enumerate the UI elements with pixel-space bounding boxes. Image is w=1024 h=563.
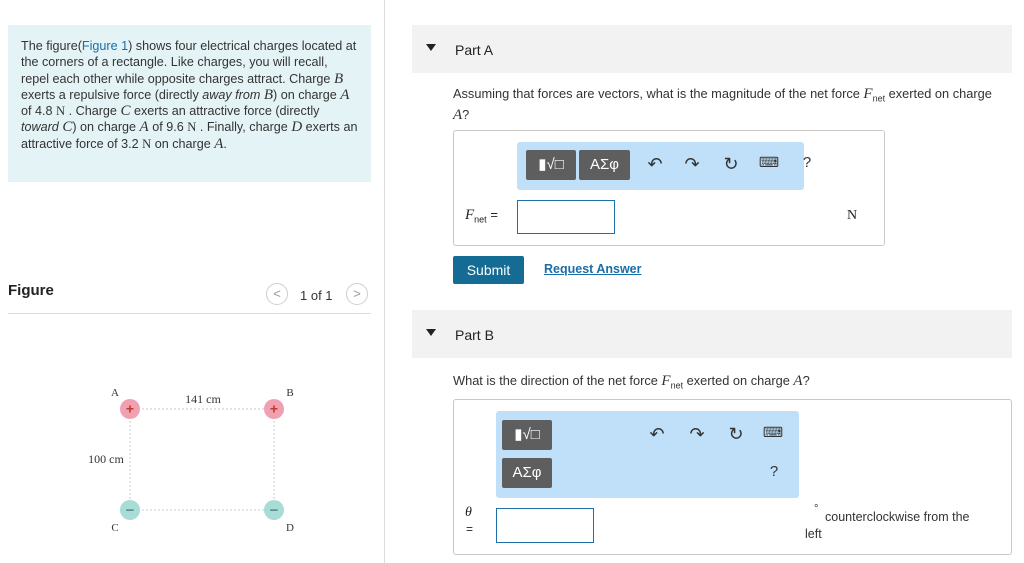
height-label: 100 cm [88,452,124,466]
charge-c-sign: − [125,502,135,519]
charge-b-sign: + [269,400,279,417]
charge-variable: C [120,103,131,120]
problem-text: The figure( [21,39,82,53]
problem-text: . Charge [65,104,121,119]
charge-a-sign: + [125,400,135,417]
question-text: exerted on charge [885,86,992,101]
question-text: Assuming that forces are vectors, what is the magnitude of the net force [453,86,864,101]
collapse-caret-icon [426,44,436,51]
part-b-answer-box [453,399,1012,555]
charges-diagram [70,375,320,545]
charge-variable: D [291,119,303,136]
part-a-unit: N [847,208,858,223]
charge-variable: B [263,86,274,103]
problem-text: ) shows four electrical charges located at the corners of a rectangle. Like charges, you will recall, repel each other while opposite charges attract. Charge [21,39,357,86]
label-d: D [286,522,294,534]
part-a-variable-label [465,207,498,225]
request-answer-link[interactable]: Request Answer [544,262,642,276]
divider [8,313,371,314]
templates-icon[interactable]: ▮√□ [526,150,576,180]
question-text: ? [462,106,470,122]
part-a-answer-box [453,130,885,246]
force-subscript: net [474,214,487,225]
problem-text: on charge [151,136,215,151]
redo-icon[interactable]: ↷ [684,154,700,174]
part-b-title: Part B [455,327,494,343]
problem-text: . [223,136,227,151]
question-text: ? [802,373,810,388]
unit-text: N [56,104,66,119]
question-text: exerted on charge [683,373,794,388]
greek-symbols-button[interactable]: ΑΣφ [579,150,630,180]
force-variable: F [863,86,873,102]
part-b-answer-input[interactable] [496,508,594,543]
figure-pager: 1 of 1 [300,288,333,303]
problem-text: ) on charge [273,87,341,102]
charge-variable: A [453,106,463,123]
keyboard-icon[interactable]: ⌨ [758,154,780,170]
problem-text: of 9.6 [148,120,188,135]
charge-variable: C [62,119,73,136]
part-a-math-toolbar [517,142,812,190]
next-figure-button[interactable]: > [346,283,368,305]
prev-figure-button[interactable]: < [266,283,288,305]
part-a-question [453,86,993,123]
problem-text: . Finally, charge [196,120,292,135]
redo-icon[interactable]: ↷ [689,424,705,444]
emphasis-text: toward [21,120,59,135]
problem-text: exerts an attractive force (directly [130,104,320,119]
theta-label: θ [465,505,472,520]
charge-variable: A [340,86,350,103]
label-a: A [111,387,119,399]
problem-text: exerts a repulsive force (directly [21,87,203,102]
submit-button[interactable]: Submit [453,256,524,284]
force-subscript: net [872,93,886,104]
keyboard-icon[interactable]: ⌨ [762,424,784,440]
problem-statement [8,25,371,182]
figure-title: Figure [8,282,54,299]
equals-sign: = [490,207,498,222]
problem-text: ) on charge [72,120,140,135]
degree-symbol: ° [814,503,819,515]
equals-sign: = [466,522,474,536]
column-divider [384,0,385,563]
greek-symbols-button[interactable]: ΑΣφ [502,458,552,488]
part-b-unit-text: counterclockwise from the left [805,510,970,541]
force-variable: F [465,207,475,223]
emphasis-text: away from [202,87,261,102]
part-a-answer-input[interactable] [517,200,615,234]
problem-text: exerts an attractive force of 3.2 [21,120,358,151]
unit-text: N [142,136,152,151]
charge-variable: A [214,135,224,152]
reset-icon[interactable]: ↻ [728,424,744,444]
collapse-caret-icon [426,329,436,336]
charge-variable: A [139,119,149,136]
charge-variable: A [793,373,803,389]
question-text: What is the direction of the net force [453,373,662,388]
part-a-header[interactable] [412,25,1012,73]
charge-d-sign: − [269,502,279,519]
templates-icon[interactable]: ▮√□ [502,420,552,450]
part-b-header[interactable] [412,310,1012,358]
unit-text: N [187,120,197,135]
help-button[interactable]: ? [802,154,812,171]
reset-icon[interactable]: ↻ [723,154,739,174]
part-b-question [453,373,993,394]
force-variable: F [661,373,671,389]
label-b: B [286,387,294,399]
undo-icon[interactable]: ↶ [649,424,665,444]
undo-icon[interactable]: ↶ [647,154,663,174]
part-b-math-toolbar [496,411,799,498]
width-label: 141 cm [185,392,221,406]
help-button[interactable]: ? [769,463,779,480]
figure-link[interactable]: Figure 1 [81,39,129,53]
label-c: C [111,522,119,534]
problem-text: of 4.8 [21,104,57,119]
force-subscript: net [670,380,684,391]
charge-variable: B [333,70,344,87]
part-a-title: Part A [455,42,494,58]
